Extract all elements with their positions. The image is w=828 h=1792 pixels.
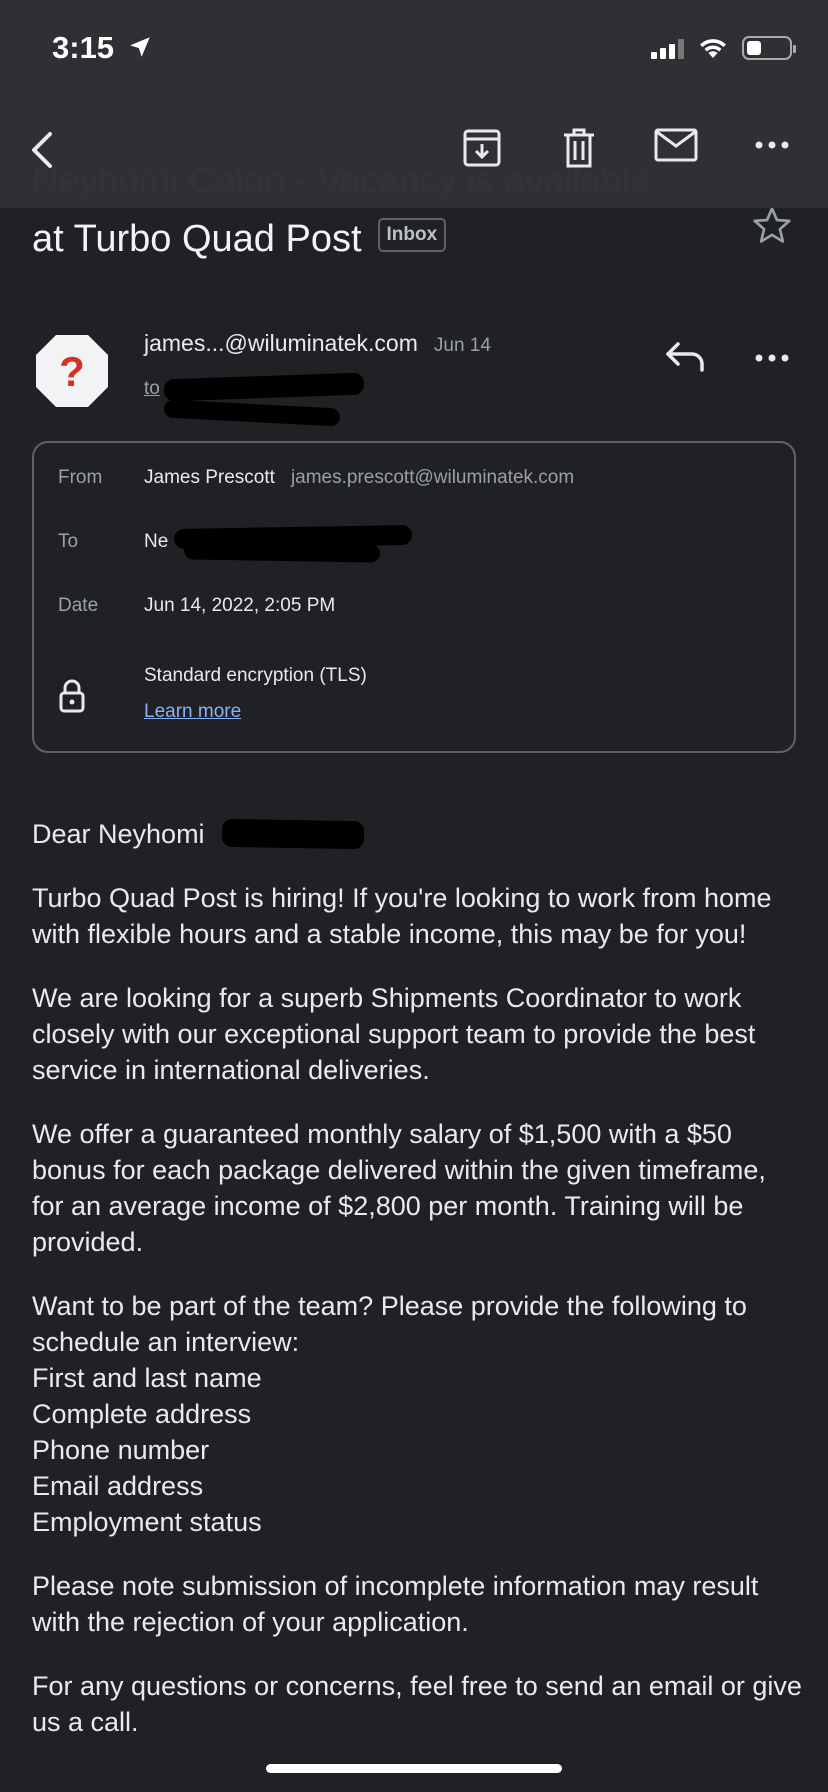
to-label: To bbox=[58, 531, 79, 552]
requirement-item: Phone number bbox=[32, 1435, 210, 1465]
from-email[interactable]: james.prescott@wiluminatek.com bbox=[290, 467, 575, 488]
recipients-toggle[interactable]: to bbox=[144, 378, 160, 399]
body-paragraph: For any questions or concerns, feel free to send an email or give us a call. bbox=[32, 1671, 802, 1737]
status-icons bbox=[651, 36, 792, 60]
archive-button[interactable] bbox=[462, 128, 502, 168]
star-button[interactable] bbox=[752, 206, 792, 249]
wifi-icon bbox=[698, 36, 728, 60]
cellular-signal-icon bbox=[651, 37, 684, 59]
message-body bbox=[32, 816, 802, 1768]
more-horizontal-icon bbox=[754, 140, 790, 150]
body-paragraph: Please note submission of incomplete information may result with the rejection of your application. bbox=[32, 1571, 759, 1637]
learn-more-link[interactable]: Learn more bbox=[144, 701, 242, 722]
subject-title bbox=[32, 218, 446, 261]
requirement-item: Email address bbox=[32, 1471, 204, 1501]
redaction-mark bbox=[164, 373, 365, 402]
body-paragraph: We are looking for a superb Shipments Coordinator to work closely with our exceptional support team to provide the best service in international deliveries. bbox=[32, 983, 756, 1085]
date-label: Date bbox=[58, 595, 99, 616]
mail-icon bbox=[654, 128, 698, 162]
location-arrow-icon bbox=[127, 34, 153, 60]
reply-icon bbox=[664, 340, 706, 374]
trash-icon bbox=[562, 128, 596, 168]
inbox-label-badge[interactable]: Inbox bbox=[378, 218, 447, 252]
unknown-sender-icon bbox=[34, 333, 110, 409]
message-date: Jun 14 bbox=[433, 335, 491, 356]
battery-icon bbox=[742, 36, 792, 60]
body-paragraph-intro: Want to be part of the team? Please provide the following to schedule an interview: bbox=[32, 1291, 747, 1357]
redaction-mark bbox=[164, 399, 341, 426]
star-icon bbox=[752, 206, 792, 244]
mark-unread-button[interactable] bbox=[654, 128, 698, 162]
more-options-button[interactable] bbox=[754, 140, 790, 150]
body-paragraph: Turbo Quad Post is hiring! If you're looking to work from home with flexible hours and a stable income, this may be for you! bbox=[32, 883, 772, 949]
message-more-button[interactable] bbox=[754, 350, 790, 368]
message-details-panel bbox=[32, 441, 796, 753]
from-label: From bbox=[58, 467, 103, 488]
more-horizontal-icon bbox=[754, 353, 790, 363]
date-value: Jun 14, 2022, 2:05 PM bbox=[144, 595, 336, 616]
body-paragraph bbox=[32, 1288, 802, 1540]
home-indicator[interactable] bbox=[266, 1764, 562, 1773]
greeting: Dear Neyhomi bbox=[32, 819, 205, 849]
redaction-mark bbox=[222, 819, 364, 849]
requirement-item: Employment status bbox=[32, 1507, 262, 1537]
to-value[interactable]: Ne bbox=[144, 531, 169, 552]
redaction-mark bbox=[184, 541, 380, 562]
sender-line[interactable] bbox=[144, 330, 491, 357]
subject-text: at Turbo Quad Post bbox=[32, 218, 362, 260]
sender-address: james...@wiluminatek.com bbox=[144, 330, 418, 356]
requirement-item: Complete address bbox=[32, 1399, 252, 1429]
from-name: James Prescott bbox=[144, 467, 275, 488]
status-time: 3:15 bbox=[52, 30, 153, 66]
top-app-bar bbox=[0, 0, 828, 208]
archive-icon bbox=[462, 128, 502, 168]
sender-avatar[interactable] bbox=[34, 333, 110, 409]
lock-icon bbox=[58, 679, 86, 718]
svg-text:?: ? bbox=[59, 348, 85, 395]
delete-button[interactable] bbox=[562, 128, 596, 168]
from-value bbox=[144, 467, 574, 489]
reply-button[interactable] bbox=[664, 340, 706, 379]
chevron-left-icon bbox=[26, 128, 60, 172]
encryption-text: Standard encryption (TLS) bbox=[144, 665, 367, 686]
body-paragraph: We offer a guaranteed monthly salary of $1,500 with a $50 bonus for each package delivered within the given timeframe, for an average income of $2,800 per month. Training will be provided. bbox=[32, 1119, 766, 1257]
back-button[interactable] bbox=[26, 128, 60, 172]
requirement-item: First and last name bbox=[32, 1363, 262, 1393]
